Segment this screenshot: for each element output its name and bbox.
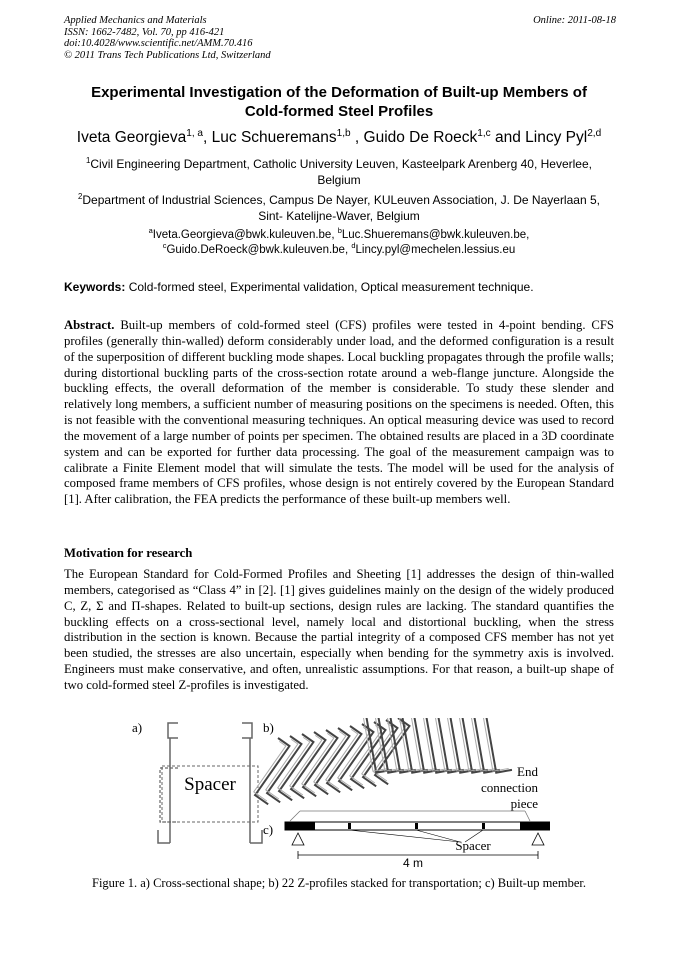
doi-line: doi:10.4028/www.scientific.net/AMM.70.416 [64, 38, 253, 49]
affiliation-1 [64, 156, 614, 188]
author-name: Iveta Georgieva [76, 129, 187, 146]
label-c: c) [263, 822, 274, 837]
affiliation-text: Department of Industrial Sciences, Campus De Nayer, KULeuven Association, J. De Nayerlaan 5, [82, 193, 600, 207]
keywords-label: Keywords: [64, 280, 126, 294]
journal-name: Applied Mechanics and Materials [64, 15, 207, 26]
author-sup: 1,c [477, 127, 491, 139]
author-sep: , [203, 129, 212, 146]
email-sup: b [337, 226, 342, 236]
end-label-2: connection [480, 780, 538, 795]
figure-caption: Figure 1. a) Cross-sectional shape; b) 22 Z-profiles stacked for transportation; c) Built-up member. [92, 876, 586, 890]
abstract-text: Built-up members of cold-formed steel (CFS) profiles were tested in 4-point bending. CFS profiles (generally thin-walled) deform considerably under load, and the deformed configuration is a result of the superposition of different buckling mode shapes. Local buckling propagates through the profile walls; during distortional buckling parts of the cross-section rotate around a web-flange juncture. Alongside the buckling effects, the overall deformation of the member is considerable. To study these slender and relatively long members, a sufficient number of measuring positions on the specimens is needed. Often, this is not feasible with the conventional measuring techniques. An optical measuring device was used to record the movement of a large number of points per specimen. The obtained results are placed in a 3D coordinate system and can be exported for further data processing. The goal of the measurement campaign was to calibrate a Finite Element model that will simulate the tests. The model will be used for the analysis of composed frame members of CFS profiles, whose design is not entirely covered by the European Standard [1]. After calibration, the FEA predicts the performance of these built-up members well. [64, 318, 614, 507]
email-sup: a [148, 226, 153, 236]
figure-1 [130, 718, 550, 868]
affiliation-text: Sint- Katelijne-Waver, Belgium [258, 209, 420, 223]
built-up-member-drawing [285, 822, 550, 859]
email-link[interactable]: Guido.DeRoeck@bwk.kuleuven.be, [166, 244, 352, 256]
author-name: Lincy Pyl [525, 129, 588, 146]
spacer-label: Spacer [455, 838, 491, 853]
author-sup: 1,b [336, 127, 351, 139]
cross-section-drawing [158, 723, 262, 843]
end-label-3: piece [510, 796, 538, 811]
affiliation-text: Civil Engineering Department, Catholic University Leuven, Kasteelpark Arenberg 40, Heverlee, [90, 157, 592, 171]
author-list [64, 128, 614, 148]
title-line-1: Experimental Investigation of the Deformation of Built-up Members of [91, 84, 587, 101]
author-emails [64, 228, 614, 258]
journal-header [64, 15, 271, 61]
motivation-text: The European Standard for Cold-Formed Profiles and Sheeting [1] addresses the design of thin-walled members, categorised as “Class 4” in [2]. [1] gives guidelines mainly on the design of the widely produced C, Z, Σ and Π-shapes. Related to built-up sections, design rules are lacking. The standard quantifies the buckling effects on a cross-sectional level, namely local and distortional buckling, when the stress distribution in the section is known. Because the partial integrity of a composed CFS member has not yet been studied, the stresses are also uncertain, especially when bending for the symmetry axis is involved. Engineers must make conservative, and often, unrealistic assumptions. For that reason, a built-up shape of two cold-formed steel Z-profiles is investigated. [64, 567, 614, 692]
length-label: 4 m [402, 856, 424, 868]
copyright-line: © 2011 Trans Tech Publications Ltd, Switzerland [64, 49, 271, 61]
label-a: a) [132, 720, 143, 735]
section-heading: Motivation for research [64, 546, 193, 560]
online-date: Online: 2011-08-18 [533, 15, 616, 26]
author-sep: , [350, 129, 364, 146]
spacer-box-label: Spacer [184, 774, 236, 795]
email-sup: c [162, 241, 167, 251]
abstract [64, 318, 614, 508]
keywords [64, 280, 614, 295]
issn-line: ISSN: 1662-7482, Vol. 70, pp 416-421 [64, 26, 225, 38]
stacked-profiles-drawing [244, 718, 512, 804]
email-link[interactable]: Iveta.Georgieva@bwk.kuleuven.be, [152, 229, 338, 241]
author-name: Luc Schueremans [211, 129, 337, 146]
author-sep: and [490, 129, 526, 146]
author-sup: 1, a [186, 127, 204, 139]
author-sup: 2,d [587, 127, 602, 139]
email-link[interactable]: Lincy.pyl@mechelen.lessius.eu [355, 244, 516, 256]
label-b: b) [263, 720, 274, 735]
affiliation-sup: 1 [86, 156, 91, 165]
affiliation-text: Belgium [317, 173, 361, 187]
email-sup: d [351, 241, 356, 251]
paper-title [64, 83, 614, 121]
author-name: Guido De Roeck [363, 129, 478, 146]
affiliation-2 [64, 192, 614, 224]
keywords-text: Cold-formed steel, Experimental validation, Optical measurement technique. [125, 280, 534, 294]
affiliation-sup: 2 [78, 192, 83, 201]
figure-drawing [130, 718, 550, 868]
end-label-1: End [517, 764, 538, 779]
abstract-label: Abstract. [64, 318, 115, 332]
email-link[interactable]: Luc.Shueremans@bwk.kuleuven.be, [341, 229, 530, 241]
title-line-2: Cold-formed Steel Profiles [244, 103, 434, 120]
